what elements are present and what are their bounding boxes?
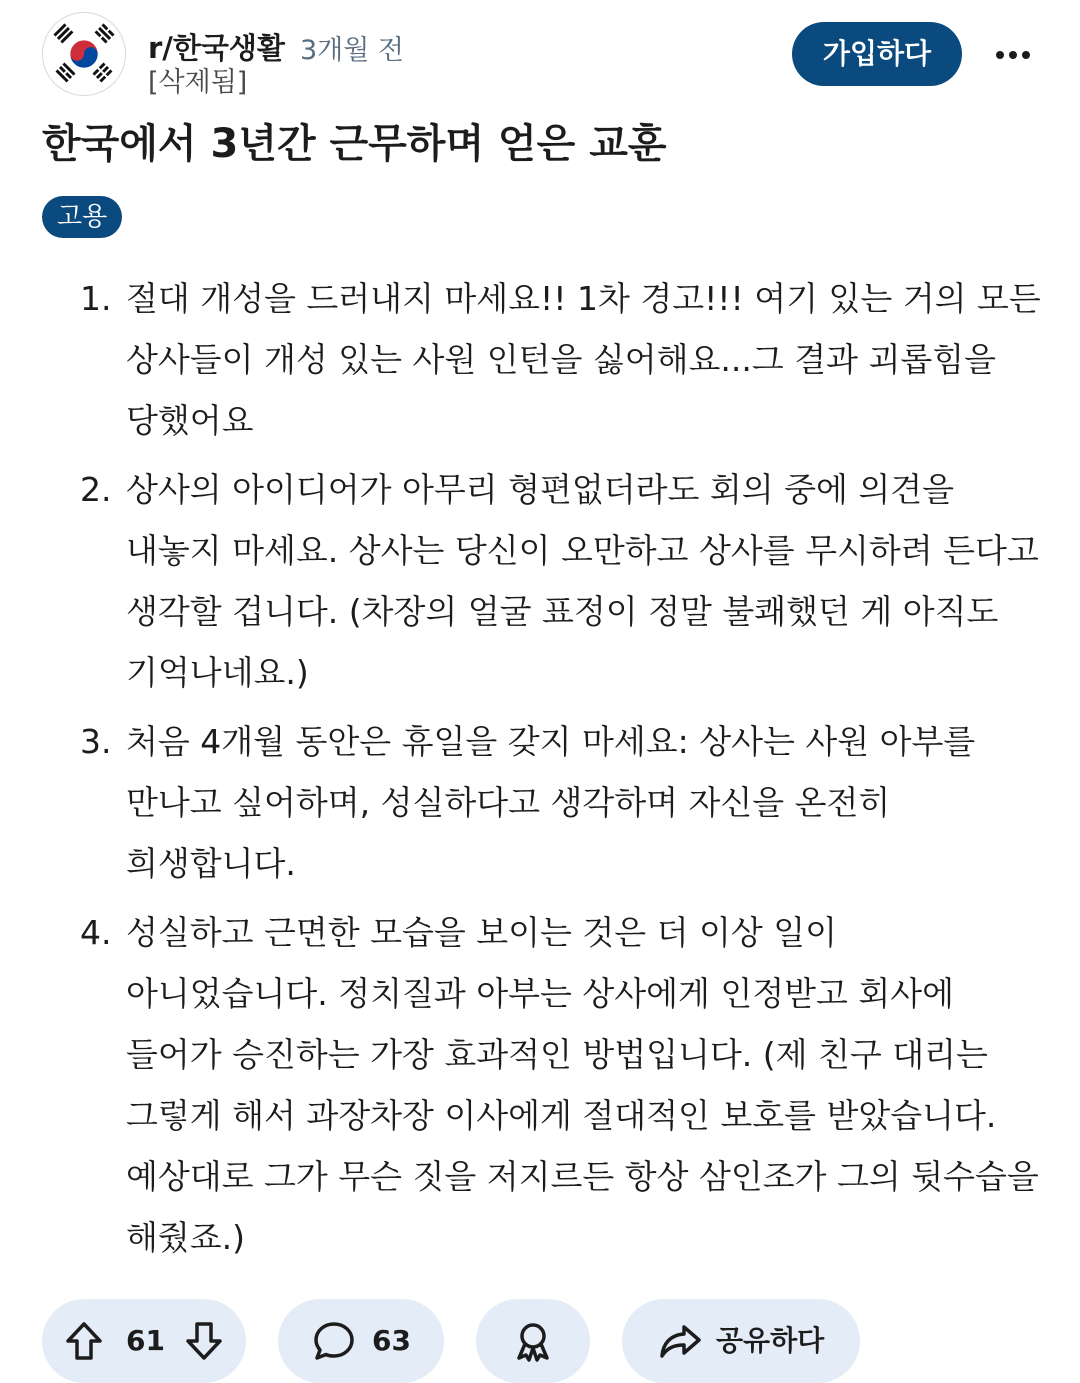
list-item-text: 절대 개성을 드러내지 마세요!! 1차 경고!!! 여기 있는 거의 모든 상사들이 개성 있는 사원 인턴을 싫어해요...그 결과 괴롭힘을 당했어요 — [126, 279, 1041, 440]
more-options-button[interactable] — [988, 30, 1038, 80]
award-button[interactable] — [476, 1299, 590, 1383]
list-number: 1. — [80, 279, 112, 318]
list-item — [80, 459, 1046, 703]
vote-count: 61 — [126, 1324, 165, 1357]
korean-flag-icon — [43, 13, 125, 95]
downvote-arrow-icon[interactable] — [182, 1319, 226, 1363]
post-author: [삭제됨] — [148, 67, 248, 98]
list-number: 4. — [80, 913, 112, 952]
vote-pill — [42, 1299, 246, 1383]
comment-bubble-icon — [312, 1319, 356, 1363]
post-body — [80, 268, 1046, 1276]
post-flair[interactable]: 고용 — [42, 196, 122, 238]
subreddit-name[interactable]: r/한국생활 — [148, 31, 285, 65]
list-item — [80, 902, 1046, 1268]
list-item — [80, 711, 1046, 894]
post-title: 한국에서 3년간 근무하며 얻은 교훈 — [42, 121, 667, 167]
join-button[interactable]: 가입하다 — [792, 22, 962, 86]
post-action-bar — [42, 1299, 1042, 1383]
list-item-text: 성실하고 근면한 모습을 보이는 것은 더 이상 일이 아니었습니다. 정치질과 아부는 상사에게 인정받고 회사에 들어가 승진하는 가장 효과적인 방법입니다. (제 친구 대리는 그렇게 해서 과장차장 이사에게 절대적인 보호를 받았습니다. 예상대로 그가 무슨 짓을 저지르든 항상 삼인조가 그의 뒷수습을 해줬죠.) — [126, 913, 1039, 1257]
list-item — [80, 268, 1046, 451]
list-number: 3. — [80, 722, 112, 761]
share-label: 공유하다 — [716, 1324, 825, 1357]
comment-count: 63 — [372, 1324, 411, 1357]
comments-button[interactable] — [278, 1299, 444, 1383]
list-item-text: 상사의 아이디어가 아무리 형편없더라도 회의 중에 의견을 내놓지 마세요. 상사는 당신이 오만하고 상사를 무시하려 든다고 생각할 겁니다. (차장의 얼굴 표정이 정말 불쾌했던 게 아직도 기억나네요.) — [126, 470, 1039, 692]
share-button[interactable] — [622, 1299, 860, 1383]
list-number: 2. — [80, 470, 112, 509]
award-icon — [511, 1319, 555, 1363]
post-time: 3개월 전 — [300, 35, 405, 66]
share-arrow-icon — [658, 1319, 702, 1363]
subreddit-avatar[interactable] — [42, 12, 126, 96]
list-item-text: 처음 4개월 동안은 휴일을 갖지 마세요: 상사는 사원 아부를 만나고 싶어하며, 성실하다고 생각하며 자신을 온전히 희생합니다. — [126, 722, 976, 883]
upvote-arrow-icon[interactable] — [62, 1319, 106, 1363]
more-dots-icon — [988, 30, 1038, 80]
post-header — [42, 12, 1038, 102]
